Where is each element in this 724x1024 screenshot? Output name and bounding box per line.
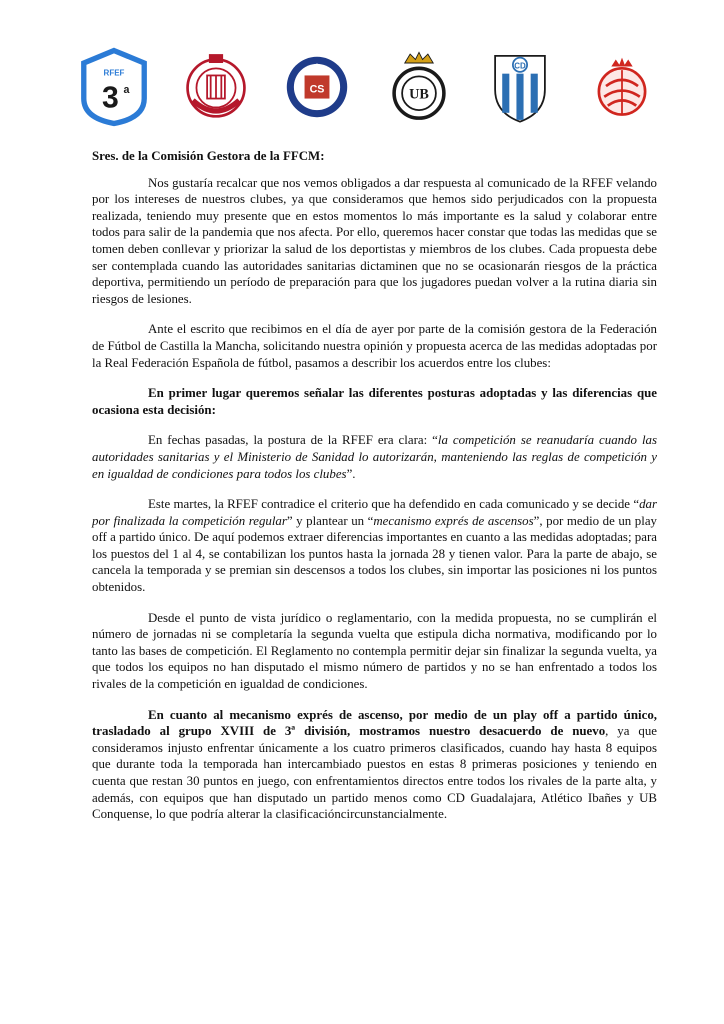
rfef-tercera-logo <box>78 47 150 127</box>
logo-strip <box>78 42 658 132</box>
paragraph-2: Ante el escrito que recibimos en el día de ayer por parte de la comisión gestora de la Federación de Fútbol de Castilla la Mancha, solicitando nuestra opinión y propuesta acerca de las medidas adoptadas por la Real Federación Española de fútbol, pasamos a describir los acuerdos entre los clubes: <box>92 322 657 370</box>
paragraph-3 <box>92 432 657 482</box>
rfef-emblem-logo <box>586 47 658 127</box>
ub-logo-text: UB <box>408 86 429 103</box>
cs-club-logo <box>281 47 353 127</box>
cd-logo-text: CD <box>514 61 527 71</box>
p4-q2: mecanismo exprés de ascensos <box>373 513 534 528</box>
paragraph-1: Nos gustaría recalcar que nos vemos obligados a dar respuesta al comunicado de la RFEF velando por los intereses de nuestros clubes, ya que consideramos que hemos sido perjudicados con la propuesta realizada, teniendo muy presente que en estos momentos lo más importante es la salud y colaborar entre todos para salir de la pandemia que nos afecta. Por ello, queremos hacer constar que todas las medidas que se tomen deben conllevar y priorizar la salud de los deportistas y miembros de los clubes. Cada propuesta debe ser contemplada cuando las autoridades sanitarias dictaminen que no se ocasionarán riesgos de la práctica deportiva, permitiendo un período de preparación para que los jugadores puedan volver a la rutina diaria sin riesgos de lesiones. <box>92 175 657 306</box>
p4-c: ”, por medio de un play off a partido único. De aquí podemos extraer diferencias importantes en cuanto a las medidas adoptadas; para los puestos del 1 al 4, se contabilizan los puntos hasta la jornada 28 y tienen valor. Para la parte de abajo, se cancela la temporada y se premian sin descensos a todos los clubes, sin importar las posiciones ni los puntos obtenidos. <box>92 513 657 595</box>
section-1-title: En primer lugar queremos señalar las diferentes posturas adoptadas y las diferencias que ocasiona esta decisión: <box>92 386 657 417</box>
letter-body <box>92 148 657 837</box>
rfef-logo-number: 3 <box>102 81 119 115</box>
ub-conquense-logo <box>383 47 455 127</box>
p3-before: En fechas pasadas, la postura de la RFEF era clara: “ <box>148 433 438 448</box>
p4-a: Este martes, la RFEF contradice el criterio que ha defendido en cada comunicado y se decide “ <box>148 497 640 512</box>
club-atletico-ibanes-logo <box>180 47 252 127</box>
p3-quote: la competición se reanudaría cuando las autoridades sanitarias y el Ministerio de Sanidad lo autorizarán, manteniendo las reglas de competición y en igualdad de condiciones para todos los clubes <box>92 433 657 481</box>
letter-salutation: Sres. de la Comisión Gestora de la FFCM: <box>92 149 325 163</box>
p6-bold: En cuanto al mecanismo exprés de ascenso, por medio de un play off a partido único, trasladado al grupo XVIII de 3ª división, mostramos nuestro desacuerdo de nuevo <box>92 707 657 739</box>
paragraph-6 <box>92 707 657 823</box>
p6-rest: , ya que consideramos injusto enfrentar únicamente a los cuatro primeros clasificados, cuando hay hasta 8 equipos que durante toda la temporada han intercambiado puestos en estas 8 primeras posiciones y teniendo en cuenta que restan 30 puntos en juego, con enfrentamientos directos entre todos los rivales de la parte alta, y además, con equipos que han disputado un partido menos como CD Guadalajara, Atlético Ibañes y UB Conquense, lo que podría alterar la clasificacióncircunstancialmente. <box>92 724 658 822</box>
p4-q1: dar por finalizada la competición regular <box>92 497 657 528</box>
rfef-logo-super: a <box>123 84 130 97</box>
rfef-logo-top-text: RFEF <box>103 68 125 78</box>
p3-after: ”. <box>346 466 356 481</box>
paragraph-4 <box>92 496 657 596</box>
paragraph-5: Desde el punto de vista jurídico o reglamentario, con la medida propuesta, no se cumplirán el número de jornadas ni se completaría la segunda vuelta que estipula dicha normativa, modificando por lo tanto las bases de competición. El Reglamento no contempla permitir dejar sin finalizar la segunda vuelta, ya que todos los equipos no han disputado el mismo número de partidos y no se han enfrentado a todos los rivales de la competición en igualdad de condiciones. <box>92 610 657 692</box>
cs-logo-text: CS <box>309 83 325 96</box>
p4-b: ” y plantear un “ <box>286 513 374 528</box>
cd-club-logo <box>484 47 556 127</box>
